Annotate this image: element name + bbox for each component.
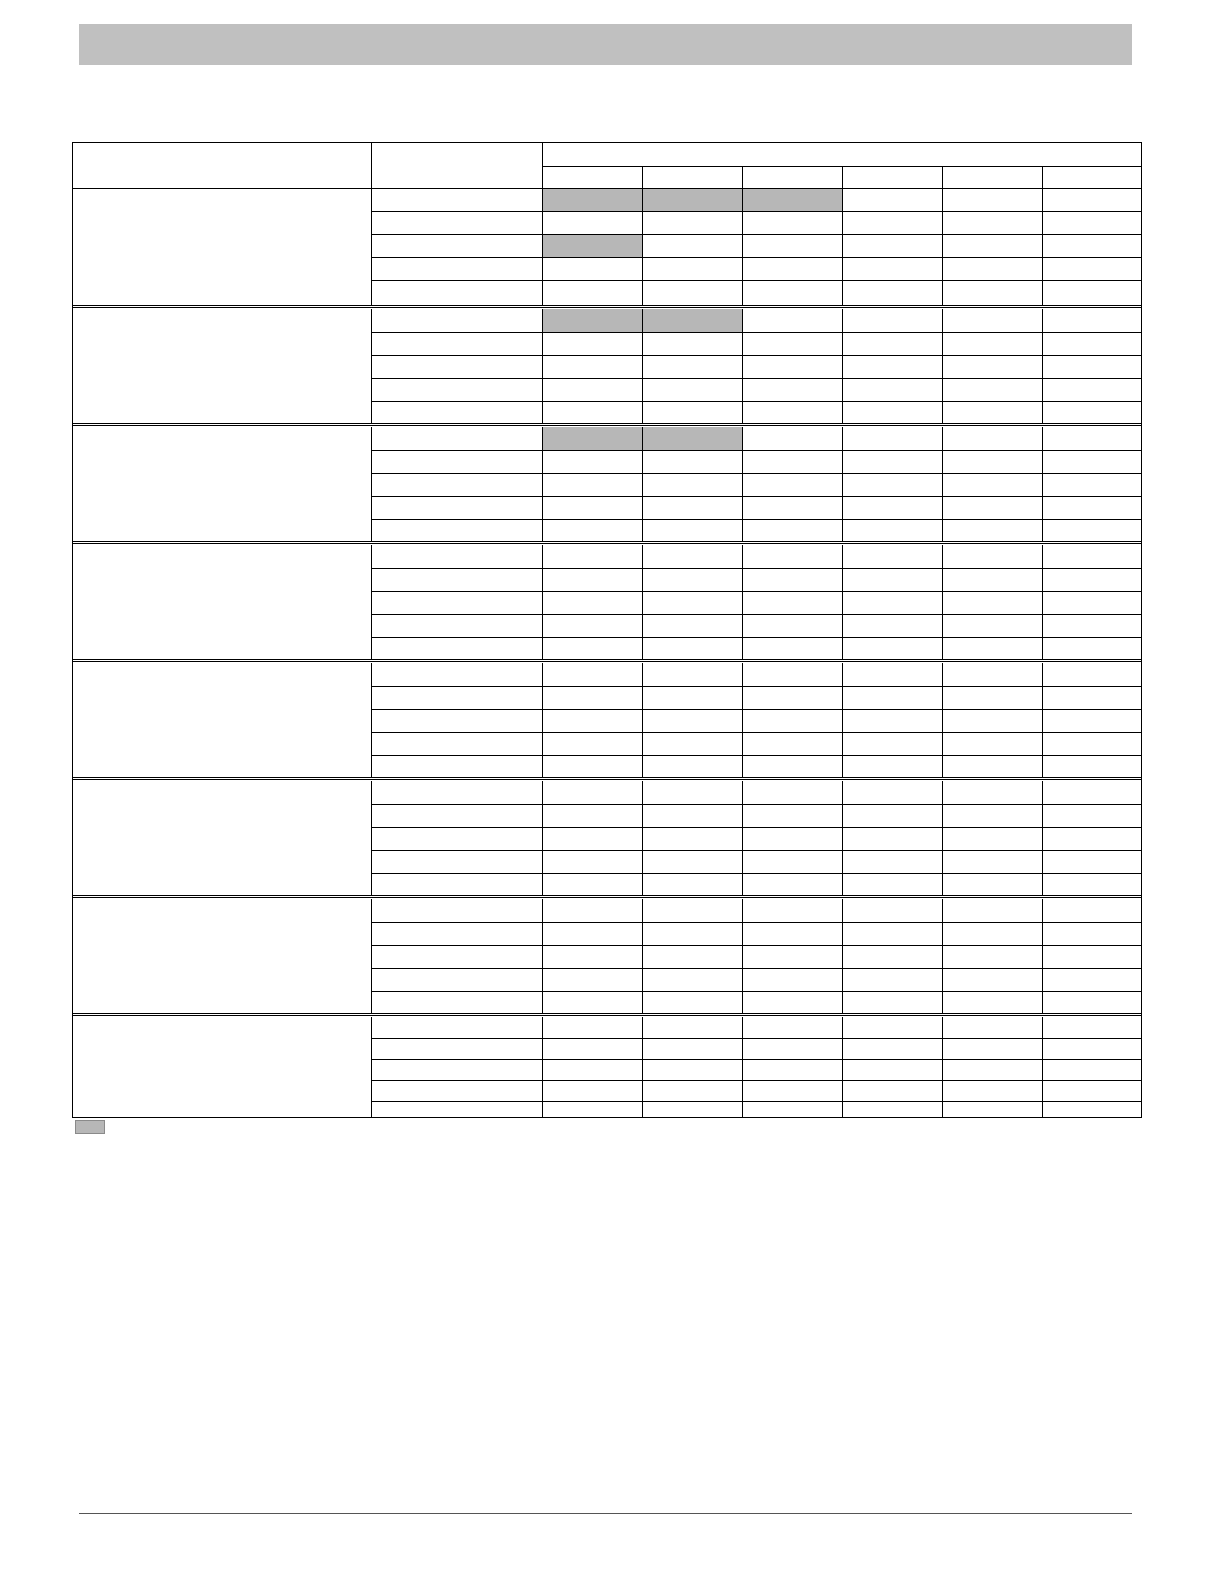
page-header-bar xyxy=(79,24,1132,65)
data-table xyxy=(72,142,1142,1118)
table-frame xyxy=(72,142,1142,1118)
footer-rule xyxy=(79,1513,1132,1514)
legend-highlight-swatch xyxy=(75,1120,105,1134)
